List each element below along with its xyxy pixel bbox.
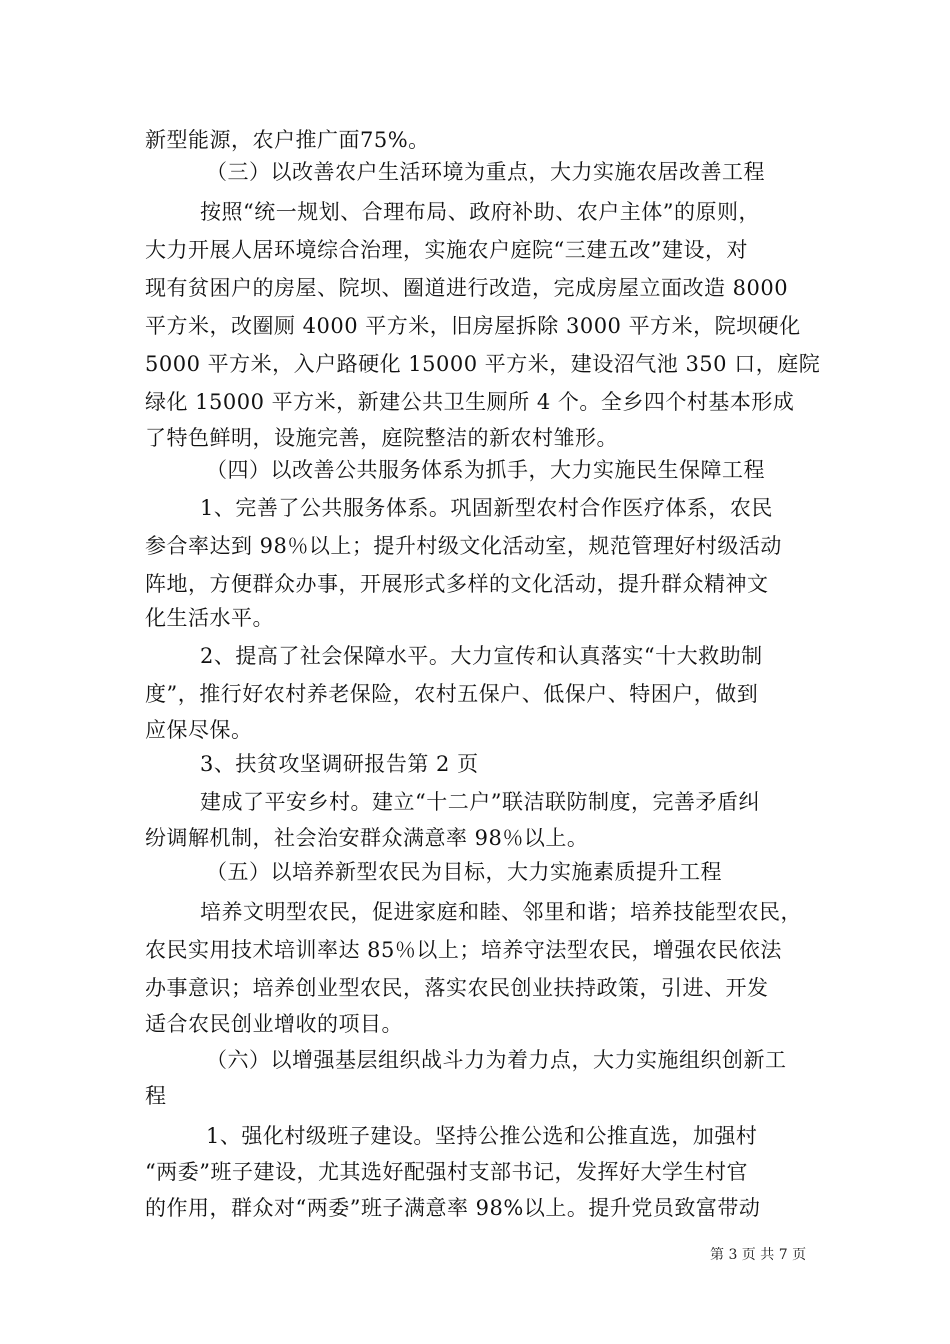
paragraph-line: 大力开展人居环境综合治理，实施农户庭院“三建五改”建设，对	[145, 238, 748, 262]
paragraph-line: 绿化 15000 平方米，新建公共卫生厕所 4 个。全乡四个村基本形成	[145, 390, 795, 414]
paragraph-line: 纷调解机制，社会治安群众满意率 98％以上。	[145, 826, 589, 850]
paragraph-line: 度”，推行好农村养老保险，农村五保户、低保户、特困户，做到	[145, 682, 759, 706]
paragraph-line: 新型能源，农户推广面75%。	[145, 128, 430, 152]
paragraph-line: 培养文明型农民，促进家庭和睦、邻里和谐；培养技能型农民，	[200, 900, 802, 924]
section-heading: （六）以增强基层组织战斗力为着力点，大力实施组织创新工	[206, 1048, 787, 1072]
paragraph-line: 参合率达到 98％以上；提升村级文化活动室，规范管理好村级活动	[145, 534, 782, 558]
section-heading: （五）以培养新型农民为目标，大力实施素质提升工程	[206, 860, 722, 884]
paragraph-line: 2、提高了社会保障水平。大力宣传和认真落实“十大救助制	[200, 644, 763, 668]
paragraph-line: 现有贫困户的房屋、院坝、圈道进行改造，完成房屋立面改造 8000	[145, 276, 789, 300]
paragraph-line: 了特色鲜明，设施完善，庭院整洁的新农村雏形。	[145, 426, 618, 450]
paragraph-line: 的作用，群众对“两委”班子满意率 98%以上。提升党员致富带动	[145, 1196, 761, 1220]
section-heading: （四）以改善公共服务体系为抓手，大力实施民生保障工程	[206, 458, 765, 482]
paragraph-line: 平方米，改圈厕 4000 平方米，旧房屋拆除 3000 平方米，院坝硬化	[145, 314, 801, 338]
paragraph-line: 阵地，方便群众办事，开展形式多样的文化活动，提升群众精神文	[145, 572, 769, 596]
paragraph-line: 1、强化村级班子建设。坚持公推公选和公推直选，加强村	[206, 1124, 758, 1148]
paragraph-line: “两委”班子建设，尤其选好配强村支部书记，发挥好大学生村官	[145, 1160, 748, 1184]
section-heading: （三）以改善农户生活环境为重点，大力实施农居改善工程	[206, 160, 765, 184]
paragraph-line: 办事意识；培养创业型农民，落实农民创业扶持政策，引进、开发	[145, 976, 769, 1000]
paragraph-line: 农民实用技术培训率达 85％以上；培养守法型农民，增强农民依法	[145, 938, 782, 962]
paragraph-line: 适合农民创业增收的项目。	[145, 1012, 403, 1036]
paragraph-line: 应保尽保。	[145, 718, 253, 742]
paragraph-line: 按照“统一规划、合理布局、政府补助、农户主体”的原则，	[200, 200, 760, 224]
paragraph-line: 建成了平安乡村。建立“十二户”联洁联防制度，完善矛盾纠	[200, 790, 760, 814]
paragraph-line: 3、扶贫攻坚调研报告第 2 页	[200, 752, 479, 776]
section-heading-continuation: 程	[145, 1084, 167, 1108]
paragraph-line: 化生活水平。	[145, 606, 274, 630]
page-number-footer: 第 3 页 共 7 页	[710, 1247, 807, 1263]
paragraph-line: 1、完善了公共服务体系。巩固新型农村合作医疗体系，农民	[200, 496, 773, 520]
paragraph-line: 5000 平方米，入户路硬化 15000 平方米，建设沼气池 350 口，庭院	[145, 352, 821, 376]
